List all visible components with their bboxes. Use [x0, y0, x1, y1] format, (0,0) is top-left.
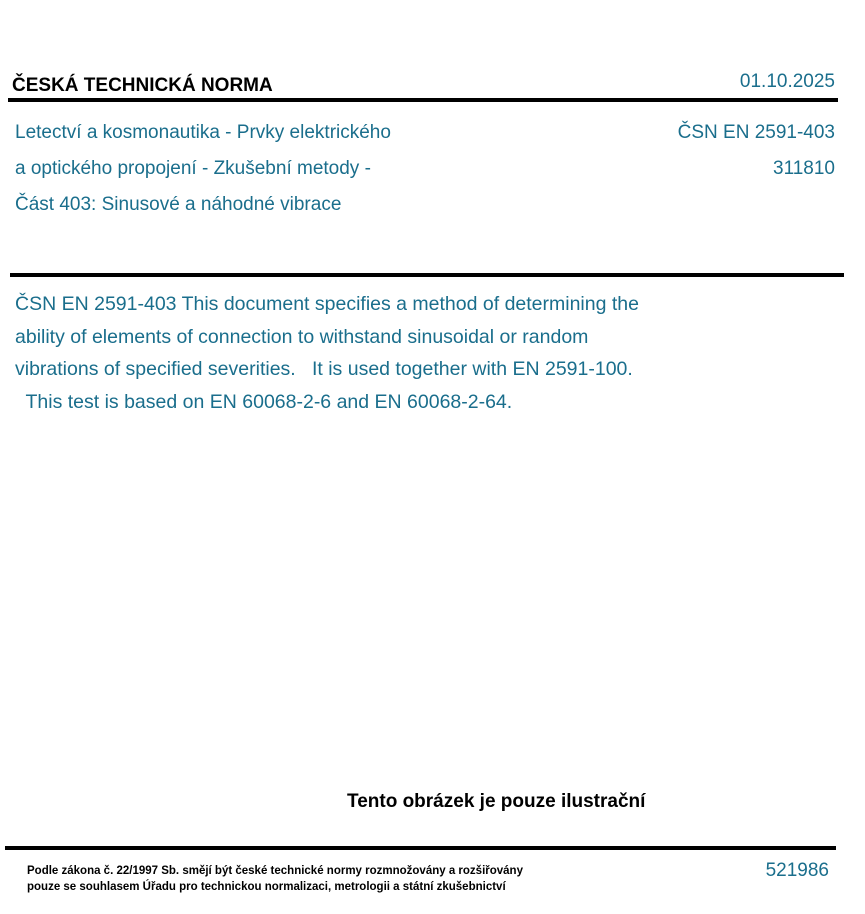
legal-line: pouze se souhlasem Úřadu pro technickou normalizaci, metrologii a státní zkušebnictví — [27, 881, 506, 893]
abstract-line: ability of elements of connection to withstand sinusoidal or random — [15, 325, 589, 348]
illustration-note: Tento obrázek je pouze ilustrační — [347, 791, 646, 812]
top-divider — [8, 98, 838, 102]
title-line: a optického propojení - Zkušební metody - — [15, 158, 371, 179]
title-line: Letectví a kosmonautika - Prvky elektrického — [15, 122, 391, 143]
standard-designation: ČSN EN 2591-403 — [677, 122, 835, 143]
abstract-text — [15, 288, 735, 418]
standard-identifiers — [678, 115, 835, 187]
standard-title — [15, 115, 391, 223]
middle-divider — [10, 273, 844, 277]
legal-line: Podle zákona č. 22/1997 Sb. smějí být české technické normy rozmnožovány a rozšiřovány — [27, 865, 523, 877]
classification-number: 311810 — [773, 158, 835, 179]
abstract-line: This test is based on EN 60068-2-6 and EN 60068-2-64. — [15, 390, 513, 413]
abstract-line: vibrations of specified severities. It is used together with EN 2591-100. — [15, 358, 633, 380]
document-type-heading: ČESKÁ TECHNICKÁ NORMA — [12, 75, 273, 96]
legal-notice — [27, 863, 523, 895]
publication-date: 01.10.2025 — [739, 71, 835, 92]
catalog-number: 521986 — [765, 860, 829, 881]
bottom-divider — [5, 846, 836, 850]
title-line: Část 403: Sinusové a náhodné vibrace — [15, 194, 342, 215]
abstract-line: ČSN EN 2591-403 This document specifies a method of determining the — [15, 293, 639, 315]
